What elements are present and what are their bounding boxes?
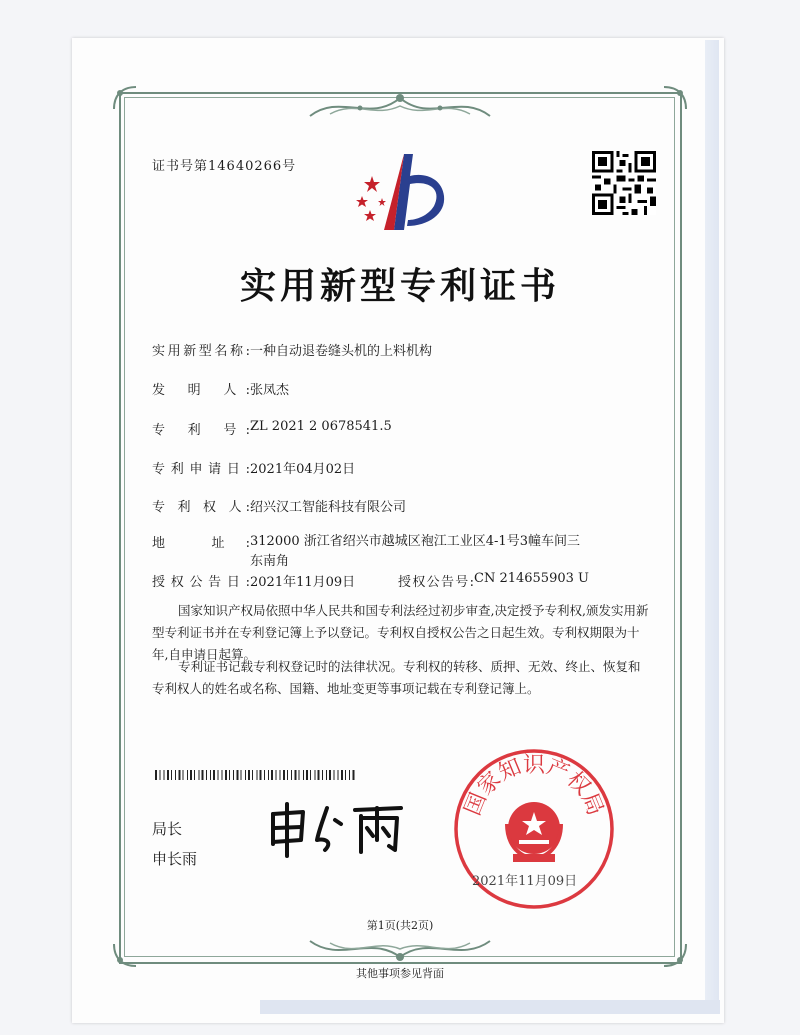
field-label: 专 利 号: xyxy=(152,423,250,438)
field-grant-date xyxy=(152,571,355,590)
signature-icon xyxy=(265,800,405,858)
field-value: 2021年11月09日 xyxy=(250,575,356,590)
field-label: 授权公告日: xyxy=(152,575,250,590)
plastic-sleeve-bottom xyxy=(260,1000,720,1014)
field-label: 地 址: xyxy=(152,536,250,551)
seal-date: 2021年11月09日 xyxy=(472,874,578,889)
field-label: 专 利 权 人: xyxy=(152,500,250,515)
signatory-name: 申长雨 xyxy=(152,850,198,868)
field-value: CN 214655903 U xyxy=(474,571,589,586)
corner-ornament-icon xyxy=(662,85,688,111)
cnipa-emblem-icon xyxy=(350,150,448,234)
barcode-icon xyxy=(155,770,355,780)
top-ornament-icon xyxy=(300,88,500,124)
field-label: 实用新型名称: xyxy=(152,344,250,359)
field-inventor xyxy=(152,379,289,398)
grant-statement: 国家知识产权局依照中华人民共和国专利法经过初步审查,决定授予专利权,颁发实用新型专利证书并在专利登记簿上予以登记。专利权自授权公告之日起生效。专利权期限为十年,自申请日起算。 xyxy=(152,603,649,662)
field-label: 授权公告号: xyxy=(398,575,474,590)
field-value: 312000 浙江省绍兴市越城区袍江工业区4-1号3幢车间三东南角 xyxy=(250,534,580,569)
field-patentee xyxy=(152,496,406,515)
plastic-sleeve-edge xyxy=(705,40,719,1000)
field-utility-model-name xyxy=(152,340,432,359)
page-number: 第1页(共2页) xyxy=(366,919,434,932)
signatory-title: 局长 xyxy=(152,820,183,838)
field-label: 发 明 人: xyxy=(152,383,250,398)
field-value: 绍兴汉工智能科技有限公司 xyxy=(250,500,407,515)
field-announcement-number xyxy=(398,571,589,590)
field-value: 张凤杰 xyxy=(250,383,290,398)
field-value: ZL 2021 2 0678541.5 xyxy=(250,419,392,434)
qr-code-icon xyxy=(592,151,656,215)
field-address xyxy=(152,532,580,572)
field-patent-number xyxy=(152,419,392,438)
bottom-ornament-icon xyxy=(300,935,500,967)
field-label: 专利申请日: xyxy=(152,462,250,477)
corner-ornament-icon xyxy=(112,85,138,111)
field-value: 一种自动退卷缝头机的上料机构 xyxy=(250,344,433,359)
legal-status-statement: 专利证书记载专利权登记时的法律状况。专利权的转移、质押、无效、终止、恢复和专利权人的姓名或名称、国籍、地址变更等事项记载在专利登记簿上。 xyxy=(152,659,641,696)
field-application-date xyxy=(152,458,355,477)
field-value: 2021年04月02日 xyxy=(250,462,356,477)
footer-note: 其他事项参见背面 xyxy=(356,967,444,980)
svg-text:国家知识产权局: 国家知识产权局 xyxy=(460,752,608,820)
page-title: 实用新型专利证书 xyxy=(239,265,560,307)
certificate-number: 证书号第14640266号 xyxy=(152,159,297,174)
